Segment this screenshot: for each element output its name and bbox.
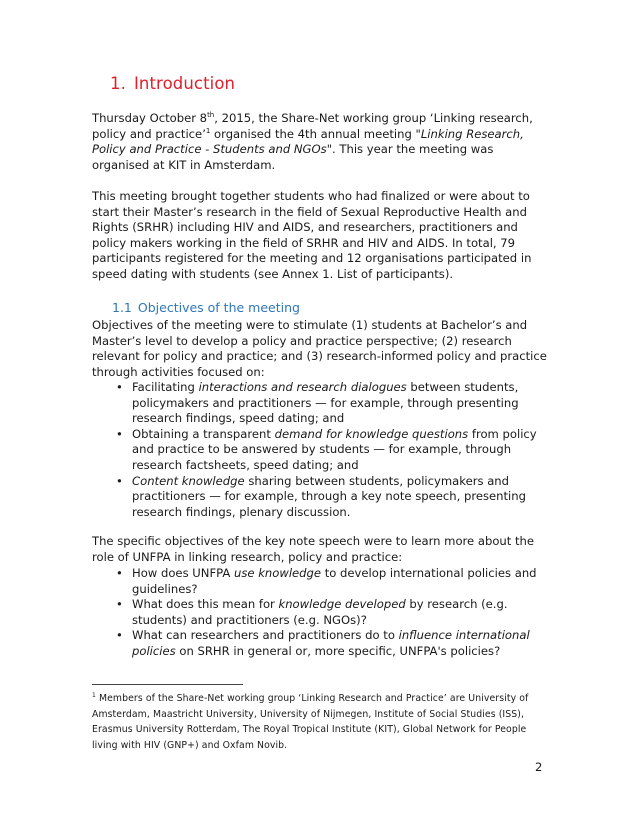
objectives-list xyxy=(92,380,554,520)
intro-text-c: organised the 4th annual meeting " xyxy=(210,126,421,141)
intro-text-b: , 2015, the Share-Net working group ‘Linking research, policy and practice’ xyxy=(92,111,533,141)
item-emphasis: knowledge developed xyxy=(278,597,406,612)
subsection-title: Objectives of the meeting xyxy=(137,300,300,315)
list-item xyxy=(92,628,554,659)
intro-paragraph xyxy=(92,111,554,173)
subsection-heading-objectives xyxy=(112,300,300,315)
item-emphasis: Content knowledge xyxy=(132,473,245,488)
item-emphasis: use knowledge xyxy=(233,566,322,580)
list-item xyxy=(92,597,554,628)
section-number: 1. xyxy=(110,74,126,93)
subsection-number: 1.1 xyxy=(112,300,132,315)
item-text: on SRHR in general or, more specific, UNFPA's policies? xyxy=(175,643,501,658)
list-item xyxy=(92,566,554,597)
item-text: Facilitating xyxy=(132,380,199,394)
item-text: by research (e.g. students) and practitioners (e.g. NGOs)? xyxy=(132,597,508,627)
list-item xyxy=(92,474,554,521)
item-text: sharing between students, policymakers and practitioners — for example, through a key note speech, presenting research findings, plenary discussion. xyxy=(132,473,526,519)
item-text: How does UNFPA xyxy=(132,566,234,580)
page-number: 2 xyxy=(535,760,543,774)
list-item xyxy=(92,380,554,427)
bullet-icon: • xyxy=(116,597,123,612)
meeting-title: Linking Research, Policy and Practice - Students and NGOs" xyxy=(92,126,524,157)
item-text: from policy and practice to be answered by students — for example, through research factsheets, speed dating; and xyxy=(132,426,537,472)
objectives-paragraph: Objectives of the meeting were to stimulate (1) students at Bachelor’s and Master’s level to develop a policy and practice perspective; (2) research relevant for policy and practice; and (3) research-informed policy and practice through activities focused on: xyxy=(92,318,547,379)
item-emphasis: influence international policies xyxy=(132,628,530,658)
bullet-icon: • xyxy=(116,380,123,394)
list-item xyxy=(92,427,554,474)
intro-text-a: Thursday October 8 xyxy=(92,111,208,125)
bullet-icon: • xyxy=(116,566,123,580)
item-text: What can researchers and practitioners do to xyxy=(132,628,399,643)
footnote-marker: 1 xyxy=(92,691,96,699)
bullet-icon: • xyxy=(116,473,123,488)
item-emphasis: interactions and research dialogues xyxy=(198,380,407,394)
ordinal-suffix: th xyxy=(207,111,215,120)
bullet-icon: • xyxy=(116,628,123,643)
item-emphasis: demand for knowledge questions xyxy=(274,426,469,441)
keynote-questions-list xyxy=(92,566,554,660)
item-text: What does this mean for xyxy=(132,597,279,612)
footnote-text: Members of the Share-Net working group ‘Linking Research and Practice’ are University of Amsterdam, Maastricht University, University of Nijmegen, Institute of Social Studies (ISS), Erasmus University Rotterdam, The Royal Tropical Institute (KIT), Global Network for People living with HIV (GNP+) and Oxfam Novib. xyxy=(92,693,529,751)
meeting-description-paragraph: This meeting brought together students who had finalized or were about to start their Master’s research in the field of Sexual Reproductive Health and Rights (SRHR) including HIV and AIDS, and researchers, practitioners and policy makers working in the field of SRHR and HIV and AIDS. In total, 79 participants registered for the meeting and 12 organisations participated in speed dating with students (see Annex 1. List of participants). xyxy=(92,189,532,281)
item-text: to develop international policies and guidelines? xyxy=(132,566,537,596)
footnote xyxy=(92,691,554,753)
keynote-paragraph: The specific objectives of the key note speech were to learn more about the role of UNFPA in linking research, policy and practice: xyxy=(92,534,535,564)
bullet-icon: • xyxy=(116,426,123,441)
footnote-divider xyxy=(92,684,243,685)
intro-text-d: . This year the meeting was organised at KIT in Amsterdam. xyxy=(92,142,494,172)
section-title: Introduction xyxy=(133,74,236,93)
item-text: between students, policymakers and practitioners — for example, through presenting research findings, speed dating; and xyxy=(132,380,519,426)
footnote-ref: 1 xyxy=(205,126,211,135)
item-text: Obtaining a transparent xyxy=(132,426,275,441)
section-heading-introduction xyxy=(110,74,235,93)
